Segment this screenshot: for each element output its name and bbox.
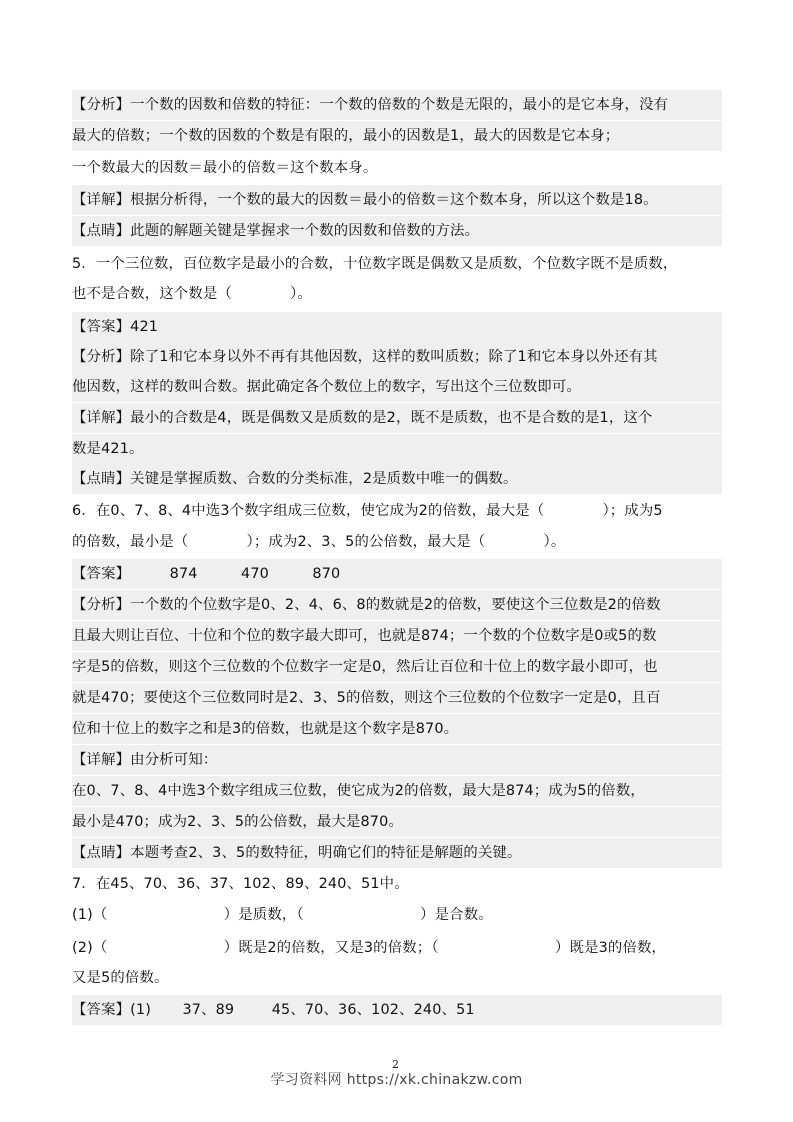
question-7-line: (1)（ ）是质数，（ ）是合数。 bbox=[72, 907, 493, 923]
answer-value: 45、70、36、102、240、51 bbox=[271, 1002, 475, 1018]
analysis-line: 就是470；要使这个三位数同时是2、3、5的倍数，则这个三位数的个位数字一定是0，且百 bbox=[72, 683, 722, 713]
question-6-line: 的倍数，最小是（ ）；成为2、3、5的公倍数，最大是（ ）。 bbox=[72, 534, 566, 550]
detail-line: 数是421。 bbox=[72, 434, 722, 464]
analysis-line: 一个数最大的因数＝最小的倍数＝这个数本身。 bbox=[72, 160, 378, 176]
answer-line bbox=[72, 995, 722, 1025]
key-point-line: 【点睛】本题考查2、3、5的数特征，明确它们的特征是解题的关键。 bbox=[72, 838, 722, 868]
key-point-line: 【点睛】关键是掌握质数、合数的分类标准，2是质数中唯一的偶数。 bbox=[72, 464, 722, 494]
detail-line: 【详解】由分析可知： bbox=[72, 745, 722, 775]
detail-line: 在0、7、8、4中选3个数字组成三位数，使它成为2的倍数，最大是874；成为5的倍数， bbox=[72, 776, 722, 806]
answer-label: 【答案】 bbox=[72, 566, 131, 582]
footer-watermark: 学习资料网 https://xk.chinakzw.com bbox=[270, 1072, 523, 1088]
answer-line: 【答案】421 bbox=[72, 312, 722, 342]
question-7-line: 7．在45、70、36、37、102、89、240、51中。 bbox=[72, 876, 409, 892]
question-7-line: 又是5的倍数。 bbox=[72, 970, 169, 986]
key-point-line: 【点睛】此题的解题关键是掌握求一个数的因数和倍数的方法。 bbox=[72, 216, 722, 246]
question-5-line: 也不是合数，这个数是（ ）。 bbox=[72, 286, 312, 302]
answer-value: 870 bbox=[312, 566, 341, 582]
analysis-line: 【分析】除了1和它本身以外不再有其他因数，这样的数叫质数；除了1和它本身以外还有其 bbox=[72, 342, 722, 372]
answer-line bbox=[72, 559, 722, 589]
answer-value: 874 bbox=[169, 566, 198, 582]
analysis-line: 且最大则让百位、十位和个位的数字最大即可，也就是874；一个数的个位数字是0或5的数 bbox=[72, 621, 722, 651]
question-6-line: 6．在0、7、8、4中选3个数字组成三位数，使它成为2的倍数，最大是（ ）；成为5 bbox=[72, 503, 663, 519]
analysis-line: 字是5的倍数，则这个三位数的个位数字一定是0，然后让百位和十位上的数字最小即可，也 bbox=[72, 652, 722, 682]
analysis-line: 【分析】一个数的个位数字是0、2、4、6、8的数就是2的倍数，要使这个三位数是2的倍数 bbox=[72, 590, 722, 620]
answer-value: 37、89 bbox=[182, 1002, 235, 1018]
analysis-line: 位和十位上的数字之和是3的倍数，也就是这个数字是870。 bbox=[72, 714, 722, 744]
question-7-line: (2)（ ）既是2的倍数，又是3的倍数；（ ）既是3的倍数， bbox=[72, 940, 667, 956]
page-number: 2 bbox=[392, 1058, 399, 1071]
detail-line: 【详解】根据分析得，一个数的最大的因数＝最小的倍数＝这个数本身，所以这个数是18。 bbox=[72, 185, 722, 215]
detail-line: 【详解】最小的合数是4，既是偶数又是质数的是2，既不是质数，也不是合数的是1，这个 bbox=[72, 403, 722, 433]
detail-line: 最小是470；成为2、3、5的公倍数，最大是870。 bbox=[72, 807, 722, 837]
analysis-line: 【分析】一个数的因数和倍数的特征：一个数的倍数的个数是无限的，最小的是它本身，没有 bbox=[72, 90, 722, 120]
analysis-line: 他因数，这样的数叫合数。据此确定各个数位上的数字，写出这个三位数即可。 bbox=[72, 372, 722, 402]
analysis-line: 最大的倍数；一个数的因数的个数是有限的，最小的因数是1，最大的因数是它本身； bbox=[72, 121, 722, 151]
answer-value: 470 bbox=[241, 566, 269, 582]
answer-label: 【答案】(1) bbox=[72, 1002, 151, 1018]
question-5-line: 5．一个三位数，百位数字是最小的合数，十位数字既是偶数又是质数，个位数字既不是质数， bbox=[72, 256, 678, 272]
